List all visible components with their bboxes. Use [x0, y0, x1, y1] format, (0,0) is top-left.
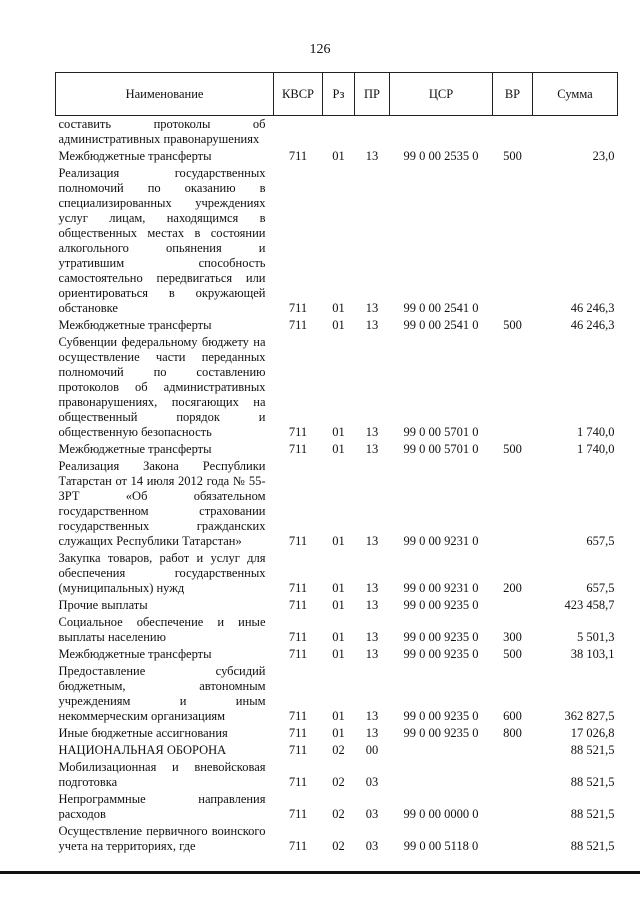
cell-rz: 01: [332, 442, 345, 456]
table-row: [56, 823, 618, 855]
cell-kvsr: 711: [288, 442, 308, 456]
cell-pr: 13: [365, 598, 379, 612]
cell-csr: 99 0 00 9235 0: [403, 630, 479, 644]
cell-vr: [493, 116, 533, 149]
cell-csr: 99 0 00 9231 0: [403, 534, 479, 548]
table-row: [56, 334, 618, 441]
cell-sum: 423 458,7: [564, 598, 615, 612]
column-header-rz: Рз: [323, 73, 355, 116]
cell-sum: [533, 116, 618, 149]
cell-rz: 01: [332, 301, 345, 315]
cell-vr: 300: [503, 630, 522, 644]
cell-pr: 13: [365, 442, 379, 456]
cell-name: Закупка товаров, работ и услуг для обеспечения государственных (муниципальных) нужд: [58, 551, 266, 595]
cell-sum: 657,5: [586, 534, 615, 548]
cell-pr: 13: [365, 318, 379, 332]
column-header-sum: Сумма: [533, 73, 618, 116]
cell-csr: 99 0 00 9235 0: [403, 647, 479, 661]
cell-vr: 500: [503, 647, 522, 661]
table-row: [56, 116, 618, 149]
cell-rz: 02: [332, 839, 345, 853]
cell-sum: 23,0: [592, 149, 615, 163]
cell-pr: 03: [365, 839, 379, 853]
cell-name: Субвенции федеральному бюджету на осуществление части переданных полномочий по составлению протоколов об административных правонарушениях, посягающих на общественный порядок и общественную безопасность: [58, 335, 266, 439]
cell-vr: [493, 742, 533, 759]
cell-kvsr: 711: [288, 301, 308, 315]
cell-rz: 01: [332, 647, 345, 661]
cell-pr: 13: [365, 647, 379, 661]
column-header-name: Наименование: [56, 73, 274, 116]
cell-pr: 13: [365, 301, 379, 315]
cell-name: составить протоколы об административных правонарушениях: [58, 117, 266, 146]
table-row: [56, 441, 618, 458]
cell-sum: 46 246,3: [570, 301, 615, 315]
cell-sum: 88 521,5: [570, 743, 615, 757]
cell-vr: 500: [503, 318, 522, 332]
cell-csr: 99 0 00 2541 0: [403, 301, 479, 315]
cell-kvsr: 711: [288, 534, 308, 548]
cell-name: Межбюджетные трансферты: [58, 149, 212, 163]
cell-name: Межбюджетные трансферты: [58, 442, 212, 456]
cell-sum: 362 827,5: [564, 709, 615, 723]
cell-kvsr: 711: [288, 775, 308, 789]
cell-sum: 1 740,0: [577, 425, 615, 439]
table-row: [56, 791, 618, 823]
cell-csr: 99 0 00 9231 0: [403, 581, 479, 595]
table-row: [56, 597, 618, 614]
cell-pr: 13: [365, 630, 379, 644]
cell-rz: 01: [332, 149, 345, 163]
cell-pr: 13: [365, 425, 379, 439]
cell-rz: 01: [332, 534, 345, 548]
cell-rz: 01: [332, 425, 345, 439]
column-header-pr: ПР: [355, 73, 390, 116]
cell-csr: 99 0 00 2541 0: [403, 318, 479, 332]
cell-kvsr: 711: [288, 807, 308, 821]
cell-name: Непрограммные направления расходов: [58, 792, 266, 821]
column-header-csr: ЦСР: [390, 73, 493, 116]
table-row: [56, 742, 618, 759]
cell-rz: 01: [332, 318, 345, 332]
table-header-row: [56, 73, 618, 116]
cell-name: Межбюджетные трансферты: [58, 318, 212, 332]
table-row: [56, 165, 618, 317]
cell-sum: 657,5: [586, 581, 615, 595]
cell-csr: 99 0 00 9235 0: [403, 598, 479, 612]
page-bottom-rule: [0, 871, 640, 874]
cell-rz: [323, 116, 355, 149]
cell-name: Межбюджетные трансферты: [58, 647, 212, 661]
cell-sum: 88 521,5: [570, 775, 615, 789]
cell-vr: [493, 791, 533, 823]
cell-vr: 600: [503, 709, 522, 723]
cell-name: Социальное обеспечение и иные выплаты населению: [58, 615, 266, 644]
cell-kvsr: 711: [288, 647, 308, 661]
cell-pr: 13: [365, 581, 379, 595]
cell-rz: 01: [332, 630, 345, 644]
cell-kvsr: 711: [288, 318, 308, 332]
cell-kvsr: [274, 116, 323, 149]
cell-csr: 99 0 00 9235 0: [403, 709, 479, 723]
table-row: [56, 725, 618, 742]
cell-vr: [493, 458, 533, 550]
cell-vr: [493, 759, 533, 791]
cell-kvsr: 711: [288, 743, 308, 757]
cell-sum: 88 521,5: [570, 807, 615, 821]
cell-name: Реализация государственных полномочий по оказанию в специализированных учреждениях услуг лицам, находящимся в общественных местах в состоянии алкогольного опьянения и утратившим способность самостоятельно передвигаться или ориентироваться в окружающей обстановке: [58, 166, 266, 315]
cell-csr: [390, 116, 493, 149]
cell-kvsr: 711: [288, 630, 308, 644]
cell-pr: [355, 116, 390, 149]
cell-kvsr: 711: [288, 709, 308, 723]
cell-pr: 03: [365, 807, 379, 821]
cell-vr: 200: [503, 581, 522, 595]
cell-csr: 99 0 00 5118 0: [403, 839, 479, 853]
cell-rz: 01: [332, 581, 345, 595]
cell-sum: 38 103,1: [570, 647, 615, 661]
cell-rz: 02: [332, 775, 345, 789]
cell-kvsr: 711: [288, 726, 308, 740]
cell-sum: 88 521,5: [570, 839, 615, 853]
cell-pr: 00: [365, 743, 379, 757]
table-row: [56, 663, 618, 725]
cell-rz: 01: [332, 726, 345, 740]
column-header-vr: ВР: [493, 73, 533, 116]
cell-pr: 13: [365, 709, 379, 723]
cell-name: Прочие выплаты: [58, 598, 148, 612]
cell-sum: 46 246,3: [570, 318, 615, 332]
cell-kvsr: 711: [288, 149, 308, 163]
cell-name: Мобилизационная и вневойсковая подготовка: [58, 760, 266, 789]
cell-kvsr: 711: [288, 425, 308, 439]
cell-kvsr: 711: [288, 598, 308, 612]
cell-name: Предоставление субсидий бюджетным, автономным учреждениям и иным некоммерческим организациям: [58, 664, 266, 723]
cell-rz: 02: [332, 743, 345, 757]
cell-kvsr: 711: [288, 581, 308, 595]
table-row: [56, 614, 618, 646]
page-number: 126: [309, 42, 331, 57]
cell-csr: 99 0 00 2535 0: [403, 149, 479, 163]
cell-sum: 17 026,8: [570, 726, 615, 740]
cell-vr: [493, 165, 533, 317]
cell-name: НАЦИОНАЛЬНАЯ ОБОРОНА: [58, 743, 227, 757]
cell-pr: 03: [365, 775, 379, 789]
cell-kvsr: 711: [288, 839, 308, 853]
cell-sum: 5 501,3: [577, 630, 615, 644]
cell-vr: [493, 597, 533, 614]
cell-vr: 500: [503, 442, 522, 456]
cell-name: Осуществление первичного воинского учета на территориях, где: [58, 824, 266, 853]
cell-sum: 1 740,0: [577, 442, 615, 456]
column-header-kvsr: КВСР: [274, 73, 323, 116]
cell-csr: 99 0 00 5701 0: [403, 425, 479, 439]
table-row: [56, 148, 618, 165]
cell-rz: 01: [332, 709, 345, 723]
table-row: [56, 458, 618, 550]
cell-name: Реализация Закона Республики Татарстан от 14 июля 2012 года № 55-ЗРТ «Об обязательном государственном страховании государственных гражданских служащих Республики Татарстан»: [58, 459, 266, 548]
cell-pr: 13: [365, 726, 379, 740]
cell-rz: 01: [332, 598, 345, 612]
cell-rz: 02: [332, 807, 345, 821]
cell-vr: 500: [503, 149, 522, 163]
table-row: [56, 759, 618, 791]
budget-table: [55, 72, 618, 855]
cell-csr: [390, 742, 493, 759]
cell-csr: 99 0 00 5701 0: [403, 442, 479, 456]
cell-csr: [390, 759, 493, 791]
cell-vr: 800: [503, 726, 522, 740]
cell-csr: 99 0 00 9235 0: [403, 726, 479, 740]
cell-pr: 13: [365, 149, 379, 163]
cell-vr: [493, 334, 533, 441]
table-row: [56, 317, 618, 334]
table-row: [56, 646, 618, 663]
cell-name: Иные бюджетные ассигнования: [58, 726, 228, 740]
cell-csr: 99 0 00 0000 0: [403, 807, 479, 821]
table-row: [56, 550, 618, 597]
cell-vr: [493, 823, 533, 855]
cell-pr: 13: [365, 534, 379, 548]
